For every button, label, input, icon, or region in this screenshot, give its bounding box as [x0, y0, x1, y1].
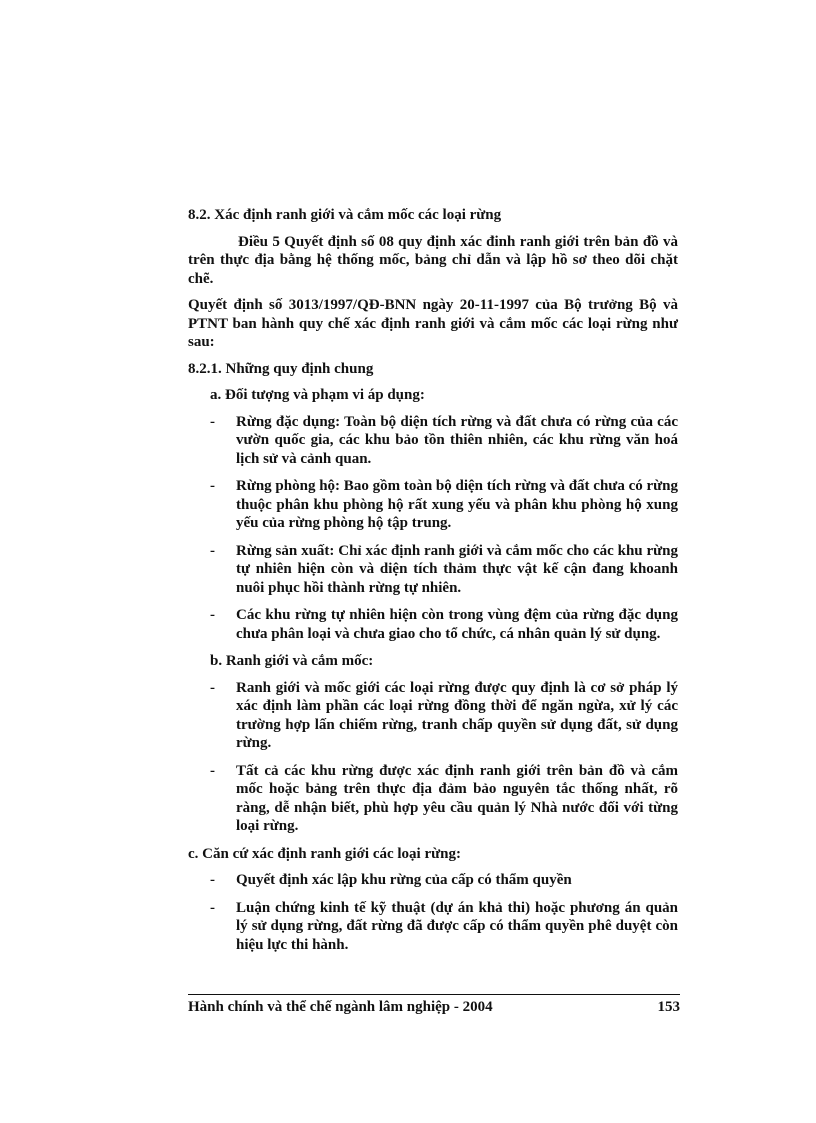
list-a — [188, 413, 678, 644]
list-c — [188, 871, 678, 954]
dash-bullet: - — [210, 899, 215, 916]
list-item — [210, 542, 678, 598]
list-item — [210, 871, 678, 890]
list-item-text: Tất cả các khu rừng được xác định ranh giới trên bản đồ và cắm mốc hoặc bảng trên thực địa đảm bảo nguyên tắc thống nhất, rõ ràng, dễ nhận biết, phù hợp yêu cầu quản lý Nhà nước đối với từng loại rừng. — [236, 762, 678, 834]
paragraph-dieu-5: Điều 5 Quyết định số 08 quy định xác đinh ranh giới trên bản đồ và trên thực địa bằng hệ thống mốc, bảng chỉ dẫn và lập hồ sơ theo dõi chặt chẽ. — [188, 233, 678, 287]
list-item-text: Luận chứng kinh tế kỹ thuật (dự án khả thi) hoặc phương án quản lý sử dụng rừng, đất rừng đã được cấp có thẩm quyền phê duyệt còn hiệu lực thi hành. — [236, 899, 678, 953]
list-item-text: Rừng sản xuất: Chỉ xác định ranh giới và cắm mốc cho các khu rừng tự nhiên hiện còn và diện tích thảm thực vật kế cận đang khoanh nuôi phục hồi thành rừng tự nhiên. — [236, 542, 678, 596]
page-body — [188, 206, 678, 963]
list-item-text: Quyết định xác lập khu rừng của cấp có thẩm quyền — [236, 872, 572, 888]
footer-title: Hành chính và thể chế ngành lâm nghiệp - 2004 — [188, 999, 493, 1015]
subheading-b: b. Ranh giới và cắm mốc: — [210, 653, 374, 669]
list-item-text: Rừng đặc dụng: Toàn bộ diện tích rừng và đất chưa có rừng của các vườn quốc gia, các khu bảo tồn thiên nhiên, các khu rừng văn hoá lịch sử và cảnh quan. — [236, 413, 678, 467]
dash-bullet: - — [210, 413, 215, 430]
list-item — [210, 679, 678, 753]
list-item — [210, 606, 678, 643]
dash-bullet: - — [210, 542, 215, 559]
list-b — [188, 679, 678, 836]
section-heading: 8.2. Xác định ranh giới và cắm mốc các loại rừng — [188, 207, 502, 223]
dash-bullet: - — [210, 607, 215, 623]
subheading-a: a. Đối tượng và phạm vi áp dụng: — [210, 387, 425, 403]
dash-bullet: - — [210, 872, 215, 888]
dash-bullet: - — [210, 679, 215, 696]
subsection-heading: 8.2.1. Những quy định chung — [188, 360, 374, 377]
list-item — [210, 477, 678, 533]
dash-bullet: - — [210, 762, 215, 779]
list-item-text: Rừng phòng hộ: Bao gồm toàn bộ diện tích rừng và đất chưa có rừng thuộc phân khu phòng hộ rất xung yếu và phân khu phòng hộ xung yếu của rừng phòng hộ tập trung. — [236, 478, 678, 531]
list-item-text: Ranh giới và mốc giới các loại rừng được quy định là cơ sở pháp lý xác định làm phần các loại rừng đồng thời để ngăn ngừa, xử lý các trường hợp lấn chiếm rừng, tranh chấp quyền sử dụng đất, sử dụng rừng. — [236, 679, 678, 751]
paragraph-quyet-dinh-3013: Quyết định số 3013/1997/QĐ-BNN ngày 20-11-1997 của Bộ trưởng Bộ và PTNT ban hành quy chế xác định ranh giới và cắm mốc các loại rừng như sau: — [188, 297, 678, 350]
list-item — [210, 899, 678, 955]
list-item-text: Các khu rừng tự nhiên hiện còn trong vùng đệm của rừng đặc dụng chưa phân loại và chưa giao cho tổ chức, cá nhân quản lý sử dụng. — [236, 607, 678, 642]
dash-bullet: - — [210, 478, 215, 494]
subheading-c: c. Căn cứ xác định ranh giới các loại rừng: — [188, 845, 461, 862]
list-item — [210, 762, 678, 836]
page-footer — [188, 994, 680, 1016]
list-item — [210, 413, 678, 469]
page-number: 153 — [657, 999, 680, 1015]
